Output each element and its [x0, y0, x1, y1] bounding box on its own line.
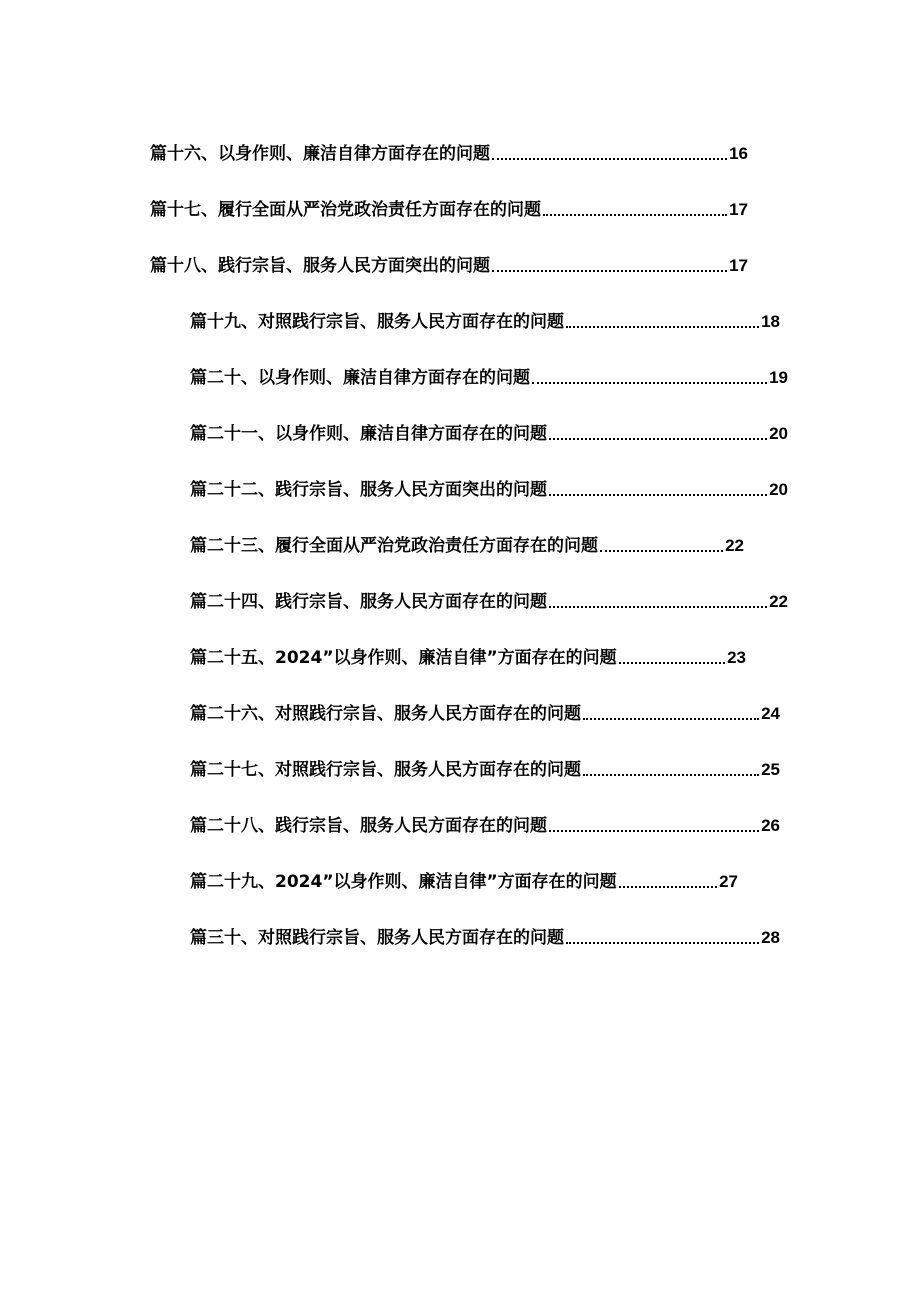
toc-entry[interactable] [190, 698, 780, 726]
toc-entry-page-number: 17 [729, 200, 748, 219]
toc-entry-page-number: 16 [729, 144, 748, 163]
toc-entry-title: 篇二十一、以身作则、廉洁自律方面存在的问题 [190, 424, 547, 444]
toc-entry-title: 篇二十八、践行宗旨、服务人民方面存在的问题 [190, 816, 547, 836]
toc-entry-title: 篇二十四、践行宗旨、服务人民方面存在的问题 [190, 592, 547, 612]
toc-entry-title: 篇十九、对照践行宗旨、服务人民方面存在的问题 [190, 312, 564, 332]
toc-dot-leader [549, 606, 767, 608]
toc-entry-page-number: 23 [727, 648, 746, 667]
toc-entry-page-number: 27 [719, 872, 738, 891]
toc-dot-leader [492, 270, 727, 272]
toc-entry-title: 篇二十、以身作则、廉洁自律方面存在的问题 [190, 368, 530, 388]
toc-dot-leader [619, 662, 725, 664]
toc-entry-page-number: 22 [725, 536, 744, 555]
toc-dot-leader [492, 158, 727, 160]
toc-entry-title: 篇二十六、对照践行宗旨、服务人民方面存在的问题 [190, 704, 581, 724]
toc-entry-page-number: 20 [769, 424, 788, 443]
toc-entry[interactable] [190, 810, 780, 838]
toc-dot-leader [549, 830, 759, 832]
toc-entry[interactable] [190, 754, 780, 782]
toc-entry-page-number: 24 [761, 704, 780, 723]
toc-entry[interactable] [190, 586, 788, 614]
toc-entry-page-number: 20 [769, 480, 788, 499]
toc-dot-leader [619, 886, 717, 888]
toc-dot-leader [532, 382, 767, 384]
toc-entry-title: 篇二十七、对照践行宗旨、服务人民方面存在的问题 [190, 760, 581, 780]
toc-dot-leader [566, 942, 759, 944]
toc-dot-leader [583, 774, 759, 776]
toc-dot-leader [566, 326, 759, 328]
toc-entry-title: 篇二十五、2024”以身作则、廉洁自律”方面存在的问题 [190, 648, 617, 668]
toc-entry[interactable] [150, 138, 748, 166]
toc-entry[interactable] [190, 530, 744, 558]
toc-entry-title: 篇十六、以身作则、廉洁自律方面存在的问题 [150, 144, 490, 164]
toc-entry-title: 篇三十、对照践行宗旨、服务人民方面存在的问题 [190, 928, 564, 948]
toc-entry[interactable] [190, 362, 788, 390]
toc-entry-title: 篇十七、履行全面从严治党政治责任方面存在的问题 [150, 200, 541, 220]
toc-entry-title: 篇二十九、2024”以身作则、廉洁自律”方面存在的问题 [190, 872, 617, 892]
toc-dot-leader [549, 494, 767, 496]
toc-entry-page-number: 25 [761, 760, 780, 779]
toc-entry[interactable] [150, 194, 748, 222]
toc-dot-leader [600, 550, 723, 552]
toc-entry[interactable] [190, 922, 780, 950]
toc-entry-page-number: 22 [769, 592, 788, 611]
toc-entry[interactable] [150, 250, 748, 278]
toc-entry[interactable] [190, 418, 788, 446]
toc-entry-page-number: 26 [761, 816, 780, 835]
toc-dot-leader [583, 718, 759, 720]
toc-entry[interactable] [190, 474, 788, 502]
toc-dot-leader [549, 438, 767, 440]
toc-entry[interactable] [190, 642, 746, 670]
toc-dot-leader [543, 214, 727, 216]
toc-entry-page-number: 18 [761, 312, 780, 331]
toc-entry-page-number: 28 [761, 928, 780, 947]
toc-entry-title: 篇二十三、履行全面从严治党政治责任方面存在的问题 [190, 536, 598, 556]
toc-entry-page-number: 19 [769, 368, 788, 387]
toc-entry-page-number: 17 [729, 256, 748, 275]
toc-entry-title: 篇十八、践行宗旨、服务人民方面突出的问题 [150, 256, 490, 276]
toc-entry[interactable] [190, 866, 738, 894]
toc-entry-title: 篇二十二、践行宗旨、服务人民方面突出的问题 [190, 480, 547, 500]
toc-entry[interactable] [190, 306, 780, 334]
